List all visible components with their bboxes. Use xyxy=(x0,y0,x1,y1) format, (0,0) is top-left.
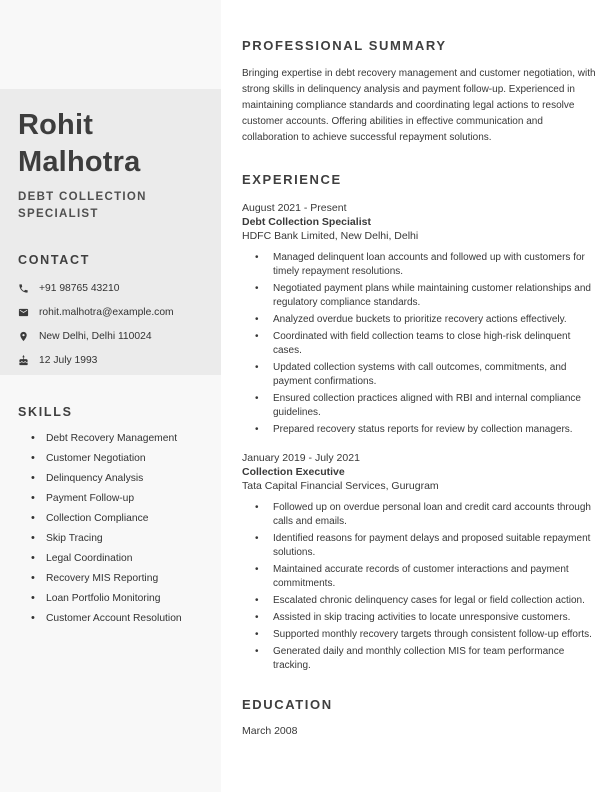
job-bullet: • Assisted in skip tracing activities to locate unresponsive customers. xyxy=(255,611,600,625)
job-bullet: • Managed delinquent loan accounts and followed up with customers for timely repayment resolutions. xyxy=(255,251,600,279)
contact-row-location xyxy=(18,324,205,348)
skill-item: • Customer Account Resolution xyxy=(31,612,207,625)
job-bullet: • Analyzed overdue buckets to prioritize recovery actions effectively. xyxy=(255,313,600,327)
main-content xyxy=(242,0,600,738)
experience-heading: EXPERIENCE xyxy=(242,172,342,187)
summary-text: Bringing expertise in debt recovery management and customer negotiation, with strong skills in delinquency analysis and payment follow-up. Experienced in maintaining compliance standards and coordinating legal actions to resolve customer accounts. Offering abilities in effective communication and collaboration to achieve successful repayment solutions. xyxy=(242,68,596,143)
job-bullet-list xyxy=(242,251,600,437)
person-name: Rohit Malhotra xyxy=(18,109,141,178)
skill-item: • Legal Coordination xyxy=(31,552,207,565)
job-bullet: • Negotiated payment plans while maintaining customer relationships and regulatory compliance standards. xyxy=(255,282,600,310)
contact-email-text: rohit.malhotra@example.com xyxy=(39,306,174,318)
contact-birthdate-text: 12 July 1993 xyxy=(39,354,98,366)
person-title: DEBT COLLECTION SPECIALIST xyxy=(18,191,147,220)
experience-section xyxy=(242,172,600,673)
job-bullet: • Maintained accurate records of customer interactions and payment commitments. xyxy=(255,563,600,591)
education-date: March 2008 xyxy=(242,725,298,737)
job-bullet-list xyxy=(242,501,600,673)
job-bullet: • Generated daily and monthly collection MIS for team performance tracking. xyxy=(255,645,600,673)
job-bullet: • Identified reasons for payment delays and proposed suitable repayment solutions. xyxy=(255,532,600,560)
envelope-icon xyxy=(18,307,29,318)
skills-list xyxy=(18,432,207,625)
job-dates: January 2019 - July 2021 xyxy=(242,452,360,464)
job-role: Debt Collection Specialist xyxy=(242,216,371,228)
skill-item: • Payment Follow-up xyxy=(31,492,207,505)
job-bullet: • Ensured collection practices aligned with RBI and internal compliance guidelines. xyxy=(255,392,600,420)
contact-row-phone xyxy=(18,276,205,300)
contact-row-email xyxy=(18,300,205,324)
skill-item: • Debt Recovery Management xyxy=(31,432,207,445)
contact-list xyxy=(18,276,205,372)
job-bullet: • Coordinated with field collection teams to close high-risk delinquent cases. xyxy=(255,330,600,358)
sidebar xyxy=(0,0,221,792)
contact-phone-text: +91 98765 43210 xyxy=(39,282,120,294)
map-pin-icon xyxy=(18,331,29,342)
skill-item: • Collection Compliance xyxy=(31,512,207,525)
job-role: Collection Executive xyxy=(242,466,345,478)
job-bullet: • Supported monthly recovery targets through consistent follow-up efforts. xyxy=(255,628,600,642)
summary-heading: PROFESSIONAL SUMMARY xyxy=(242,38,447,53)
skills-heading: SKILLS xyxy=(18,405,73,419)
summary-section xyxy=(242,38,600,146)
job-bullet: • Prepared recovery status reports for review by collection managers. xyxy=(255,423,600,437)
job-company: Tata Capital Financial Services, Gurugram xyxy=(242,480,439,492)
education-heading: EDUCATION xyxy=(242,697,333,712)
skill-item: • Loan Portfolio Monitoring xyxy=(31,592,207,605)
education-section xyxy=(242,697,600,738)
job-entry-2 xyxy=(242,451,600,673)
skill-item: • Recovery MIS Reporting xyxy=(31,572,207,585)
job-entry-1 xyxy=(242,201,600,437)
job-dates: August 2021 - Present xyxy=(242,202,347,214)
name-block xyxy=(0,89,221,375)
job-bullet: • Escalated chronic delinquency cases for legal or field collection action. xyxy=(255,594,600,608)
cake-icon xyxy=(18,355,29,366)
skill-item: • Skip Tracing xyxy=(31,532,207,545)
skills-block xyxy=(0,375,221,632)
job-bullet: • Updated collection systems with call outcomes, commitments, and payment confirmations. xyxy=(255,361,600,389)
job-company: HDFC Bank Limited, New Delhi, Delhi xyxy=(242,230,419,242)
job-bullet: • Followed up on overdue personal loan and credit card accounts through calls and emails. xyxy=(255,501,600,529)
phone-icon xyxy=(18,283,29,294)
skill-item: • Customer Negotiation xyxy=(31,452,207,465)
skill-item: • Delinquency Analysis xyxy=(31,472,207,485)
contact-heading: CONTACT xyxy=(18,253,91,267)
contact-location-text: New Delhi, Delhi 110024 xyxy=(39,330,152,342)
contact-row-birthdate xyxy=(18,348,205,372)
